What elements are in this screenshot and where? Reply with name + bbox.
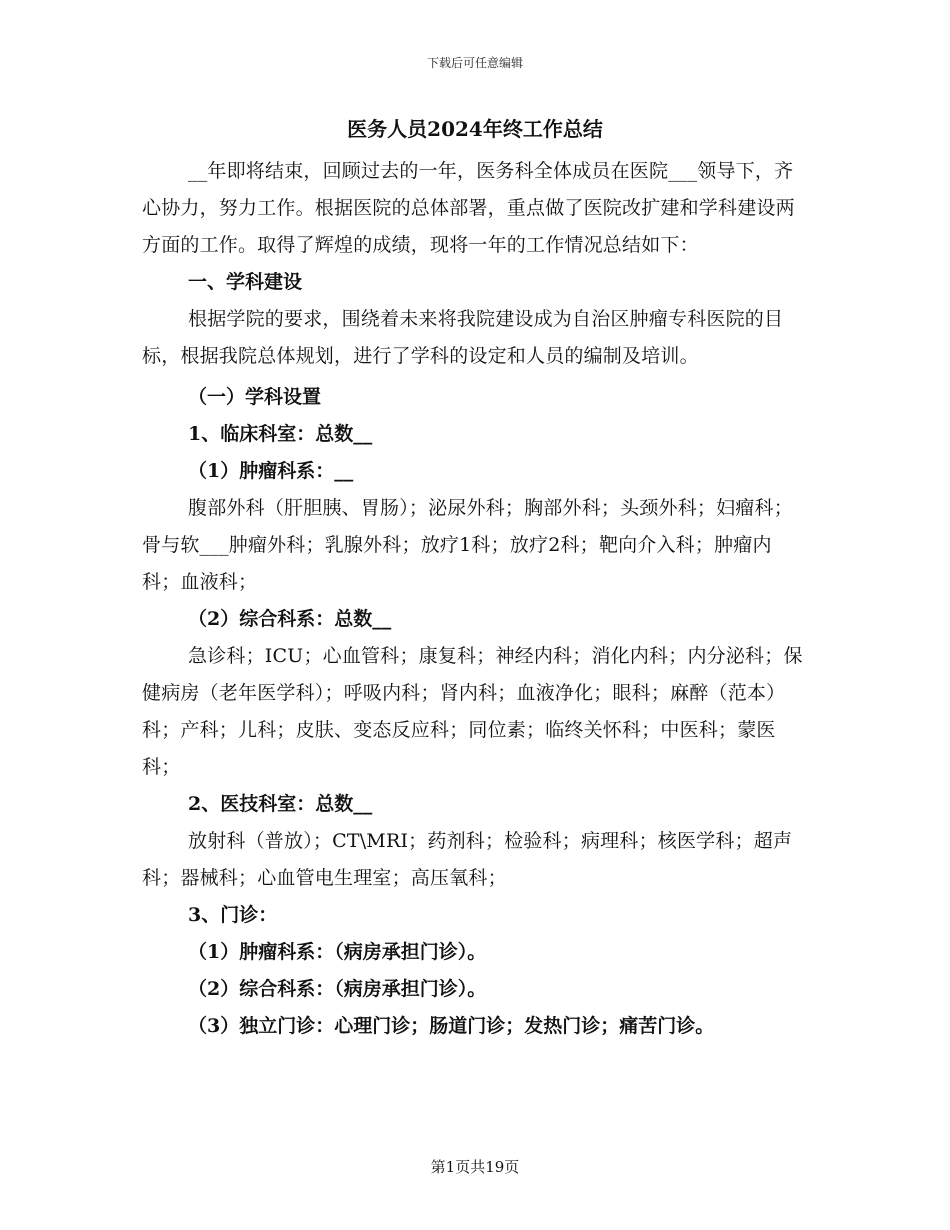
intro-paragraph: __年即将结束，回顾过去的一年，医务科全体成员在医院___领导下，齐心协力，努力工作。根据医院的总体部署，重点做了医院改扩建和学科建设两方面的工作。取得了辉煌的成绩，现将一年的工作情况总结如下： <box>142 160 795 256</box>
general-system-heading: （2）综合科系：总数__ <box>188 608 392 630</box>
page-footer: 第1页共19页 <box>430 1158 520 1176</box>
outpatient-item-general: （2）综合科系：（病房承担门诊）。 <box>188 978 487 1000</box>
general-system-text: 急诊科；ICU；心血管科；康复科；神经内科；消化内科；内分泌科；保健病房（老年医学科）；呼吸内科；肾内科；血液净化；眼科；麻醉（范本）科；产科；儿科；皮肤、变态反应科；同位素；临终关怀科；中医科；蒙医科； <box>142 645 803 778</box>
oncology-system-text: 腹部外科（肝胆胰、胃肠）；泌尿外科；胸部外科；头颈外科；妇瘤科；骨与软___肿瘤外科；乳腺外科；放疗1科；放疗2科；靶向介入科；肿瘤内科；血液科； <box>142 497 793 593</box>
document-body <box>142 116 808 1045</box>
medical-technology-text: 放射科（普放）；CT\MRI；药剂科；检验科；病理科；核医学科；超声科；器械科；心血管电生理室；高压氧科； <box>142 830 793 889</box>
outpatient-heading: 3、门诊： <box>188 904 278 926</box>
document-title: 医务人员2024年终工作总结 <box>347 117 603 141</box>
outpatient-item-oncology: （1）肿瘤科系：（病房承担门诊）。 <box>188 941 487 963</box>
clinical-departments-heading: 1、临床科室：总数__ <box>188 423 373 445</box>
subsection-heading-discipline-setting: （一）学科设置 <box>188 386 322 408</box>
medical-technology-heading: 2、医技科室：总数__ <box>188 793 373 815</box>
section-paragraph-discipline-construction: 根据学院的要求，围绕着未来将我院建设成为自治区肿瘤专科医院的目标，根据我院总体规划，进行了学科的设定和人员的编制及培训。 <box>142 308 784 367</box>
header-note: 下载后可任意编辑 <box>426 56 523 70</box>
outpatient-item-independent: （3）独立门诊：心理门诊；肠道门诊；发热门诊；痛苦门诊。 <box>188 1015 715 1037</box>
oncology-system-heading: （1）肿瘤科系：__ <box>188 460 354 482</box>
section-heading-discipline-construction: 一、学科建设 <box>188 271 303 293</box>
